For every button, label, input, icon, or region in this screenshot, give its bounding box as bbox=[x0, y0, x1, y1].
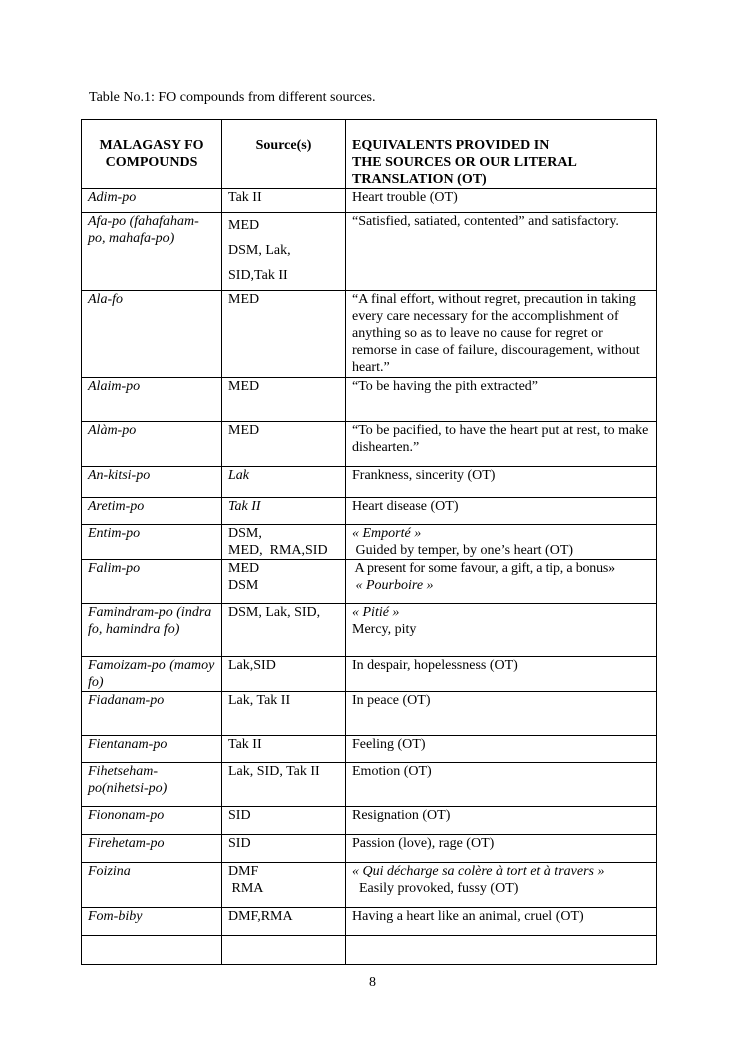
source-cell: Lak bbox=[222, 467, 346, 498]
table-header-row bbox=[82, 120, 657, 189]
equivalent-cell bbox=[346, 604, 657, 657]
source-cell: MED bbox=[222, 291, 346, 378]
equivalent-cell: “To be having the pith extracted” bbox=[346, 378, 657, 422]
table-row bbox=[82, 560, 657, 604]
source-cell: MED bbox=[222, 378, 346, 422]
table-row bbox=[82, 291, 657, 378]
compound-cell: Fiononam-po bbox=[82, 807, 222, 835]
french-equivalent: « Emporté » bbox=[352, 526, 422, 541]
table-caption: Table No.1: FO compounds from different sources. bbox=[89, 90, 376, 105]
source-cell: DSM, Lak, SID, bbox=[222, 604, 346, 657]
compound-cell: Fihetseham-po(nihetsi-po) bbox=[82, 763, 222, 807]
english-equivalent: Guided by temper, by one’s heart (OT) bbox=[352, 543, 574, 558]
header-equivalents-line: THE SOURCES OR OUR LITERAL bbox=[352, 155, 577, 170]
source-cell bbox=[222, 560, 346, 604]
empty-cell bbox=[222, 936, 346, 965]
table-row-empty bbox=[82, 936, 657, 965]
equivalent-cell: “Satisfied, satiated, contented” and satisfactory. bbox=[346, 213, 657, 291]
equivalent-cell: “To be pacified, to have the heart put at rest, to make dishearten.” bbox=[346, 422, 657, 467]
compound-cell: Famoizam-po (mamoy fo) bbox=[82, 657, 222, 692]
french-equivalent: « Pitié » bbox=[352, 605, 400, 620]
source-line: MED bbox=[228, 561, 260, 576]
table-row bbox=[82, 378, 657, 422]
source-cell: Lak,SID bbox=[222, 657, 346, 692]
equivalent-cell bbox=[346, 863, 657, 908]
english-equivalent: Easily provoked, fussy (OT) bbox=[352, 881, 519, 896]
source-line: MED, RMA,SID bbox=[228, 543, 328, 558]
compound-cell: Fientanam-po bbox=[82, 736, 222, 763]
source-line: MED bbox=[228, 218, 260, 233]
table-row bbox=[82, 863, 657, 908]
header-equivalents bbox=[346, 120, 657, 189]
page-number: 8 bbox=[369, 975, 376, 990]
compound-cell: Famindram-po (indra fo, hamindra fo) bbox=[82, 604, 222, 657]
equivalent-cell: Passion (love), rage (OT) bbox=[346, 835, 657, 863]
source-cell: Tak II bbox=[222, 736, 346, 763]
compound-cell: Aretim-po bbox=[82, 498, 222, 525]
table-row bbox=[82, 692, 657, 736]
source-cell bbox=[222, 863, 346, 908]
source-cell: Lak, Tak II bbox=[222, 692, 346, 736]
french-equivalent: « Qui décharge sa colère à tort et à travers » bbox=[352, 864, 605, 879]
source-cell bbox=[222, 525, 346, 560]
compound-cell: Falim-po bbox=[82, 560, 222, 604]
source-line: DSM, Lak, bbox=[228, 243, 291, 258]
header-sources: Source(s) bbox=[222, 120, 346, 189]
empty-cell bbox=[346, 936, 657, 965]
source-line: RMA bbox=[228, 881, 264, 896]
equivalent-cell bbox=[346, 525, 657, 560]
table-row bbox=[82, 498, 657, 525]
source-line: DMF bbox=[228, 864, 259, 879]
compound-cell: An-kitsi-po bbox=[82, 467, 222, 498]
table-row bbox=[82, 807, 657, 835]
equivalent-cell: Heart trouble (OT) bbox=[346, 189, 657, 213]
source-line: DSM bbox=[228, 578, 259, 593]
header-equivalents-line: TRANSLATION (OT) bbox=[352, 172, 487, 187]
table-row bbox=[82, 835, 657, 863]
table-row bbox=[82, 908, 657, 936]
source-cell: Tak II bbox=[222, 498, 346, 525]
compound-cell: Afa-po (fahafaham-po, mahafa-po) bbox=[82, 213, 222, 291]
compound-cell: Firehetam-po bbox=[82, 835, 222, 863]
english-equivalent: Mercy, pity bbox=[352, 622, 417, 637]
table-row bbox=[82, 213, 657, 291]
empty-cell bbox=[82, 936, 222, 965]
compound-cell: Ala-fo bbox=[82, 291, 222, 378]
equivalent-cell: Heart disease (OT) bbox=[346, 498, 657, 525]
equivalent-cell: “A final effort, without regret, precaution in taking every care necessary for the accomplishment of anything so as to leave no cause for regret or remorse in case of failure, discouragement, without heart.” bbox=[346, 291, 657, 378]
equivalent-cell: Having a heart like an animal, cruel (OT) bbox=[346, 908, 657, 936]
compound-cell: Fiadanam-po bbox=[82, 692, 222, 736]
table-row bbox=[82, 189, 657, 213]
table-row bbox=[82, 525, 657, 560]
header-equivalents-line: EQUIVALENTS PROVIDED IN bbox=[352, 138, 550, 153]
table-row bbox=[82, 422, 657, 467]
compound-cell: Alàm-po bbox=[82, 422, 222, 467]
equivalent-cell: Feeling (OT) bbox=[346, 736, 657, 763]
source-cell: MED bbox=[222, 422, 346, 467]
equivalent-cell bbox=[346, 560, 657, 604]
source-cell: DMF,RMA bbox=[222, 908, 346, 936]
table-row bbox=[82, 763, 657, 807]
compound-cell: Foizina bbox=[82, 863, 222, 908]
source-cell: Tak II bbox=[222, 189, 346, 213]
source-cell: Lak, SID, Tak II bbox=[222, 763, 346, 807]
header-compounds-line: MALAGASY FO bbox=[99, 138, 204, 153]
compound-cell: Alaim-po bbox=[82, 378, 222, 422]
table-row bbox=[82, 657, 657, 692]
compound-cell: Fom-biby bbox=[82, 908, 222, 936]
table-row bbox=[82, 736, 657, 763]
header-compounds-line: COMPOUNDS bbox=[105, 155, 198, 170]
source-cell: SID bbox=[222, 835, 346, 863]
compound-cell: Entim-po bbox=[82, 525, 222, 560]
compound-cell: Adim-po bbox=[82, 189, 222, 213]
equivalent-cell: In despair, hopelessness (OT) bbox=[346, 657, 657, 692]
fo-compounds-table bbox=[81, 119, 657, 965]
table-row bbox=[82, 604, 657, 657]
header-compounds bbox=[82, 120, 222, 189]
french-equivalent: « Pourboire » bbox=[352, 578, 434, 593]
equivalent-cell: Frankness, sincerity (OT) bbox=[346, 467, 657, 498]
source-cell: SID bbox=[222, 807, 346, 835]
equivalent-cell: In peace (OT) bbox=[346, 692, 657, 736]
source-cell bbox=[222, 213, 346, 291]
source-line: DSM, bbox=[228, 526, 262, 541]
source-line: SID,Tak II bbox=[228, 268, 288, 283]
equivalent-cell: Emotion (OT) bbox=[346, 763, 657, 807]
table-row bbox=[82, 467, 657, 498]
english-equivalent: A present for some favour, a gift, a tip, a bonus» bbox=[352, 561, 615, 576]
equivalent-cell: Resignation (OT) bbox=[346, 807, 657, 835]
